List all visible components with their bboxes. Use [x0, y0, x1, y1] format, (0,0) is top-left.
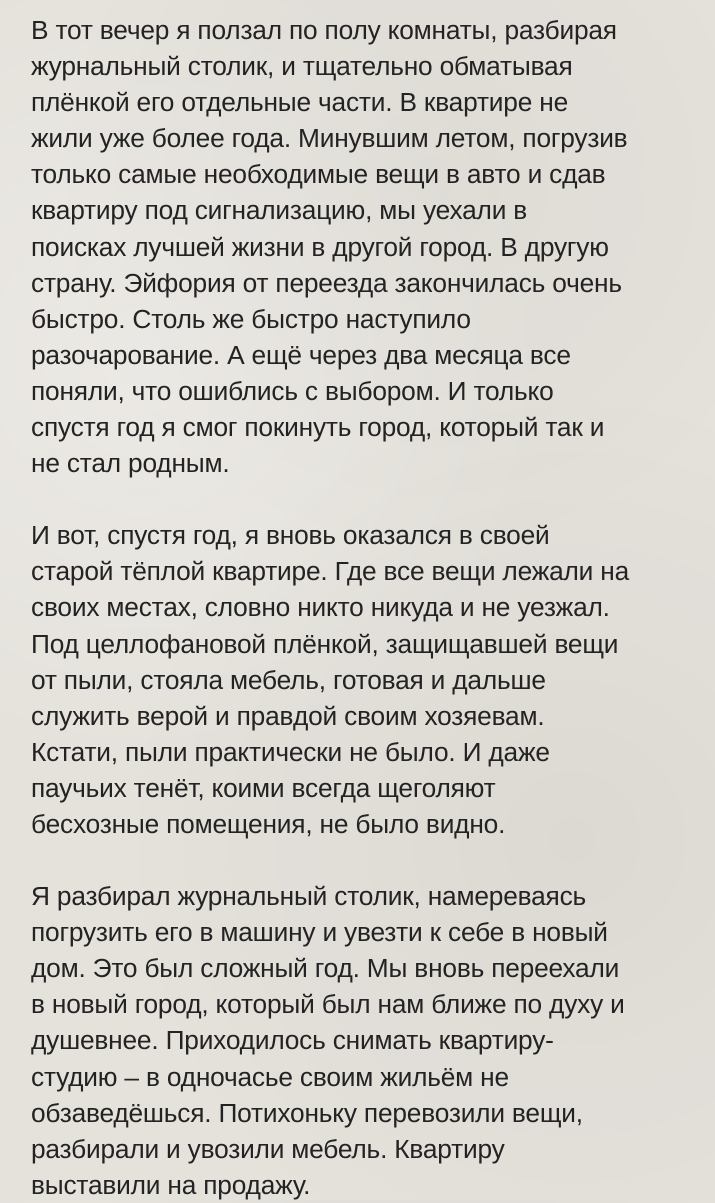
- text-line: дом. Это был сложный год. Мы вновь переехали: [31, 953, 620, 984]
- text-line: плёнкой его отдельные части. В квартире не: [31, 87, 568, 118]
- text-line: поисках лучшей жизни в другой город. В другую: [31, 231, 609, 262]
- text-line: в новый город, который был нам ближе по духу и: [31, 989, 625, 1020]
- text-line: разбирали и увозили мебель. Квартиру: [31, 1133, 505, 1164]
- text-line: обзаведёшься. Потихоньку перевозили вещи,: [31, 1097, 583, 1128]
- text-line: журнальный столик, и тщательно обматывая: [31, 51, 573, 82]
- text-line: от пыли, стояла мебель, готовая и дальше: [31, 664, 546, 695]
- text-line: разочарование. А ещё через два месяца все: [31, 339, 571, 370]
- text-line: быстро. Столь же быстро наступило: [31, 303, 471, 334]
- text-line: не стал родным.: [31, 448, 230, 479]
- text-line: Под целлофановой плёнкой, защищавшей вещи: [31, 628, 619, 659]
- text-line: служить верой и правдой своим хозяевам.: [31, 700, 545, 731]
- text-line: Кстати, пыли практически не было. И даже: [31, 736, 550, 767]
- text-line: Я разбирал журнальный столик, намереваясь: [31, 881, 587, 912]
- text-line: паучьих тенёт, коими всегда щеголяют: [31, 772, 496, 803]
- text-line: старой тёплой квартире. Где все вещи лежали на: [31, 556, 630, 587]
- text-line: душевнее. Приходилось снимать квартиру-: [31, 1025, 554, 1056]
- text-line: спустя год я смог покинуть город, который так и: [31, 412, 605, 443]
- paragraph-2: [31, 517, 701, 842]
- text-line: бесхозные помещения, не было видно.: [31, 808, 506, 839]
- text-line: студию – в одночасье своим жильём не: [31, 1061, 509, 1092]
- text-line: И вот, спустя год, я вновь оказался в своей: [31, 520, 550, 551]
- text-line: выставили на продажу.: [31, 1169, 311, 1200]
- text-line: страну. Эйфория от переезда закончилась очень: [31, 267, 622, 298]
- text-line: только самые необходимые вещи в авто и сдав: [31, 159, 606, 190]
- text-line: поняли, что ошиблись с выбором. И только: [31, 375, 554, 406]
- paragraph-3: [31, 878, 701, 1203]
- text-line: своих местах, словно никто никуда и не уезжал.: [31, 592, 610, 623]
- text-line: В тот вечер я ползал по полу комнаты, разбирая: [31, 15, 617, 45]
- text-line: квартиру под сигнализацию, мы уехали в: [31, 195, 528, 226]
- paragraph-1: [31, 12, 701, 481]
- text-line: погрузить его в машину и увезти к себе в новый: [31, 917, 608, 948]
- text-line: жили уже более года. Минувшим летом, погрузив: [31, 123, 628, 154]
